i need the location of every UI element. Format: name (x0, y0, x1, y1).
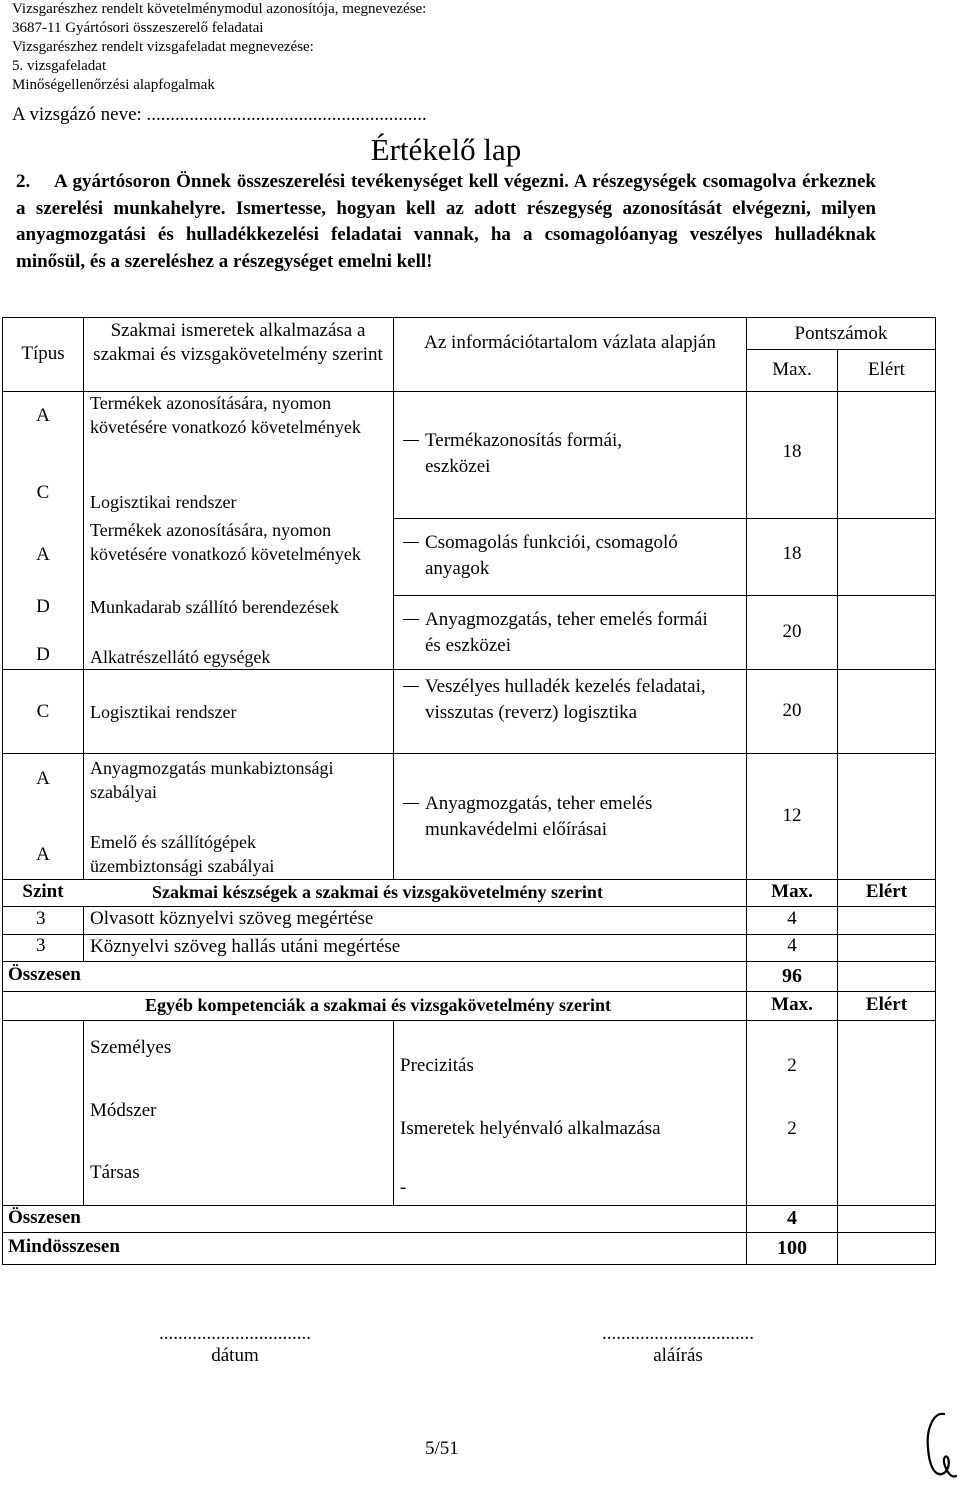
type-cell: A (36, 768, 50, 789)
skills-level-header: Szint (22, 881, 64, 902)
table-border (746, 349, 936, 350)
competency-max: 2 (787, 1055, 797, 1076)
other-competencies-header: Egyéb kompetenciák a szakmai és vizsgakövetelmény szerint (145, 995, 611, 1015)
table-border (83, 317, 84, 879)
points-column-header: Pontszámok (794, 323, 888, 344)
table-border (2, 753, 936, 754)
table-border (2, 317, 3, 1265)
table-border (2, 317, 936, 318)
knowledge-column-header: Szakmai ismeretek alkalmazása a szakmai és vizsgakövetelmény szerint (93, 320, 383, 365)
page-title: Értékelő lap (370, 132, 522, 167)
skill-level: 3 (36, 908, 46, 929)
info-text: Csomagolás funkciói, csomagoló anyagok (425, 532, 678, 579)
date-label: dátum (211, 1345, 259, 1366)
knowledge-cell: Logisztikai rendszer (90, 492, 237, 512)
competency-item: Ismeretek helyénvaló alkalmazása (400, 1118, 661, 1139)
competency-category: Módszer (90, 1100, 157, 1121)
info-text: Anyagmozgatás, teher emelés formái és eszközei (425, 609, 708, 656)
examinee-name-field: A vizsgázó neve: ........................................................... (12, 104, 427, 125)
type-cell: A (36, 844, 50, 865)
table-border (2, 961, 936, 962)
header-line: Vizsgarészhez rendelt követelménymodul azonosítója, megnevezése: (12, 1, 427, 17)
sign-dots: ................................ (602, 1323, 754, 1344)
table-border (83, 1021, 84, 1205)
dash-icon (403, 686, 419, 687)
skill-text: Köznyelvi szöveg hallás utáni megértése (90, 936, 401, 957)
knowledge-cell: Termékek azonosítására, nyomon követésére vonatkozó követelmények (90, 393, 361, 437)
max-points: 20 (782, 621, 802, 642)
dash-icon (403, 440, 419, 441)
skill-text: Olvasott köznyelvi szöveg megértése (90, 908, 374, 929)
other-achieved-header: Elért (865, 994, 908, 1015)
task-text: A gyártósoron Önnek összeszerelési tevékenységet kell végezni. A részegységek csomagolva érkeznek a szerelési munkahelyre. Ismertesse, hogyan kell az adott részegység azonosítását elvégezni, milyen anyagmozgatási és hulladékkezelési feladatai vannak, ha a csomagolóanyag veszélyes hulladéknak minősül, és a szereléshez a részegységet emelni kell! (16, 171, 876, 272)
grand-total-value: 100 (777, 1237, 807, 1259)
subtotal-label: Összesen (8, 964, 81, 985)
dash-icon (403, 619, 419, 620)
date-dots: ................................ (159, 1323, 311, 1344)
knowledge-cell: Logisztikai rendszer (90, 702, 237, 722)
sign-label: aláírás (653, 1345, 703, 1366)
table-border (2, 1020, 936, 1021)
task-description (16, 169, 876, 275)
knowledge-cell: Emelő és szállítógépek üzembiztonsági szabályai (90, 832, 275, 876)
type-column-header: Típus (21, 343, 65, 364)
skills-achieved-header: Elért (865, 881, 908, 902)
competency-max: 2 (787, 1118, 797, 1139)
skill-level: 3 (36, 935, 46, 956)
header-line: 5. vizsgafeladat (12, 58, 107, 74)
table-border (837, 349, 838, 1265)
page-number: 5/51 (425, 1438, 459, 1459)
knowledge-cell: Termékek azonosítására, nyomon követésére vonatkozó követelmények (90, 520, 361, 564)
max-points: 20 (782, 700, 802, 721)
table-border (935, 317, 936, 1265)
table-border (393, 317, 394, 879)
competency-category: Társas (90, 1162, 140, 1183)
knowledge-cell: Munkadarab szállító berendezések (90, 597, 339, 617)
skill-max: 4 (787, 935, 797, 956)
table-border (393, 1021, 394, 1205)
type-cell: A (36, 405, 50, 426)
header-line: Vizsgarészhez rendelt vizsgafeladat megnevezése: (12, 39, 314, 55)
table-border (394, 595, 936, 596)
info-column-header: Az információtartalom vázlata alapján (424, 332, 716, 353)
knowledge-cell: Alkatrészellátó egységek (90, 647, 271, 667)
max-points: 12 (782, 805, 802, 826)
knowledge-cell: Anyagmozgatás munkabiztonsági szabályai (90, 758, 334, 802)
subtotal-label: Összesen (8, 1207, 81, 1228)
competency-item: Precizitás (400, 1055, 474, 1076)
dash-icon (403, 803, 419, 804)
max-points: 18 (782, 543, 802, 564)
info-text: Veszélyes hulladék kezelés feladatai, visszutas (reverz) logisztika (425, 676, 706, 723)
table-border (394, 518, 936, 519)
dash-icon (403, 542, 419, 543)
max-points: 18 (782, 441, 802, 462)
skills-max-header: Max. (771, 881, 813, 902)
competency-item: - (400, 1177, 407, 1198)
header-line: 3687-11 Gyártósori összeszerelő feladatai (12, 20, 264, 36)
info-text: Anyagmozgatás, teher emelés munkavédelmi előírásai (425, 793, 653, 840)
type-cell: A (36, 544, 50, 565)
sign-signature-block (538, 1323, 818, 1367)
other-max-header: Max. (771, 994, 813, 1015)
competency-category: Személyes (90, 1037, 172, 1058)
subtotal-value: 4 (787, 1207, 797, 1229)
type-cell: C (36, 482, 50, 503)
skills-title-header: Szakmai készségek a szakmai és vizsgakövetelmény szerint (152, 882, 603, 902)
type-cell: C (36, 701, 50, 722)
header-line: Minőségellenőrzési alapfogalmak (12, 77, 215, 93)
achieved-column-header: Elért (868, 359, 905, 380)
table-border (2, 1264, 936, 1265)
max-column-header: Max. (772, 359, 812, 380)
subtotal-value: 96 (782, 965, 802, 987)
grand-total-label: Mindösszesen (8, 1236, 120, 1257)
table-border (2, 991, 936, 992)
handwritten-initial-icon (918, 1408, 958, 1484)
task-number: 2. (16, 171, 31, 192)
table-border (2, 669, 936, 670)
type-cell: D (36, 596, 50, 617)
info-text: Termékazonosítás formái, eszközei (425, 430, 623, 477)
table-border (2, 1232, 936, 1233)
type-cell: D (36, 644, 50, 665)
date-signature-block (95, 1323, 375, 1367)
document-header (12, 0, 426, 95)
skill-max: 4 (787, 908, 797, 929)
